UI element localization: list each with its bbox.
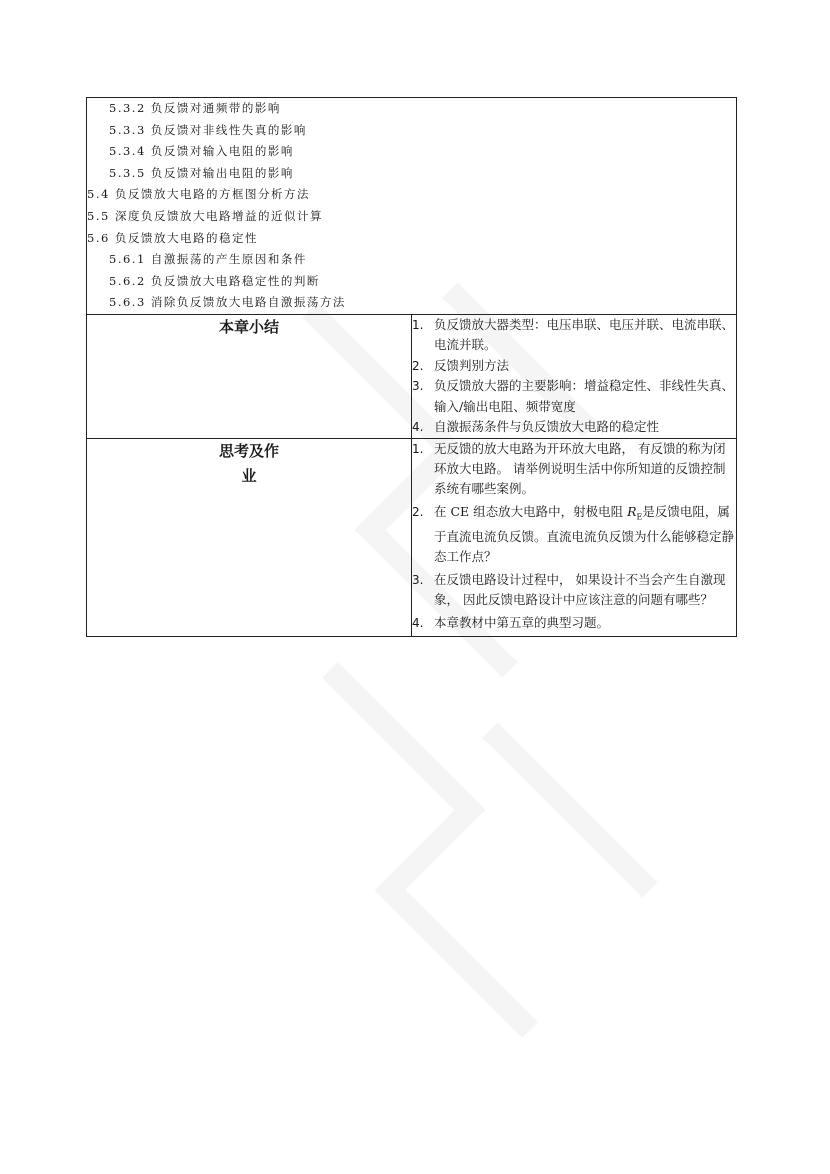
toc-item: 5.6.3 消除负反馈放大电路自激振荡方法 — [109, 295, 346, 310]
resistor-var: R — [627, 503, 637, 519]
homework-item — [412, 439, 736, 499]
summary-row — [87, 314, 737, 438]
resistor-subscript: E — [636, 512, 643, 522]
homework-item — [412, 502, 736, 568]
homework-item — [412, 570, 736, 610]
syllabus-table — [86, 97, 737, 637]
toc-item: 5.6.1 自激振荡的产生原因和条件 — [109, 252, 307, 267]
homework-row — [87, 438, 737, 637]
toc-item: 5.4 负反馈放大电路的方框图分析方法 — [87, 187, 310, 202]
summary-label: 本章小结 — [87, 314, 412, 438]
item-number: 4. — [412, 616, 424, 631]
item-number: 1. — [412, 441, 424, 456]
item-text: 本章教材中第五章的典型习题。 — [434, 615, 610, 631]
item-text: 无反馈的放大电路为开环放大电路， 有反馈的称为闭环放大电路。 请举例说明生活中你所知道的反馈控制系统有哪些案例。 — [434, 440, 726, 496]
homework-content — [412, 438, 737, 637]
item-number: 3. — [412, 573, 424, 588]
item-number: 2. — [412, 504, 424, 519]
toc-item: 5.3.3 负反馈对非线性失真的影响 — [109, 122, 307, 137]
toc-item: 5.3.4 负反馈对输入电阻的影响 — [109, 144, 294, 159]
item-text: 负反馈放大器的主要影响：增益稳定性、非线性失真、输入/输出电阻、频带宽度 — [434, 378, 735, 414]
item-text — [434, 502, 736, 568]
toc-cell — [87, 98, 737, 315]
summary-item — [412, 376, 736, 417]
item-text: 自激振荡条件与负反馈放大电路的稳定性 — [434, 419, 660, 435]
summary-item — [412, 417, 736, 438]
summary-item — [412, 315, 736, 356]
toc-row — [87, 98, 737, 315]
summary-content — [412, 314, 737, 438]
item-number: 3. — [412, 379, 424, 394]
homework-item — [412, 613, 736, 633]
toc-item: 5.3.5 负反馈对输出电阻的影响 — [109, 165, 294, 180]
toc-item: 5.5 深度负反馈放大电路增益的近似计算 — [87, 208, 323, 223]
item-text-after: 是反馈电阻，属于直流电流负反馈。直流电流负反馈为什么能够稳定静态工作点？ — [434, 503, 735, 565]
item-text: 负反馈放大器类型：电压串联、电压并联、电流串联、电流并联。 — [434, 316, 735, 353]
item-number: 1. — [412, 317, 424, 332]
homework-label — [87, 438, 412, 637]
summary-item — [412, 356, 736, 377]
item-text: 反馈判别方法 — [434, 357, 510, 373]
toc-item: 5.3.2 负反馈对通频带的影响 — [109, 101, 281, 115]
resistor-symbol — [627, 503, 643, 522]
homework-label-line2: 业 — [241, 466, 257, 485]
item-number: 2. — [412, 358, 424, 373]
toc-item: 5.6 负反馈放大电路的稳定性 — [87, 230, 258, 245]
toc-item: 5.6.2 负反馈放大电路稳定性的判断 — [109, 273, 320, 288]
homework-label-line1: 思考及作 — [218, 441, 279, 460]
item-text-before: 在 CE 组态放大电路中，射极电阻 — [434, 503, 628, 519]
item-text: 在反馈电路设计过程中， 如果设计不当会产生自激现象， 因此反馈电路设计中应该注意的问题有哪些？ — [434, 572, 726, 608]
item-number: 4. — [412, 420, 424, 435]
